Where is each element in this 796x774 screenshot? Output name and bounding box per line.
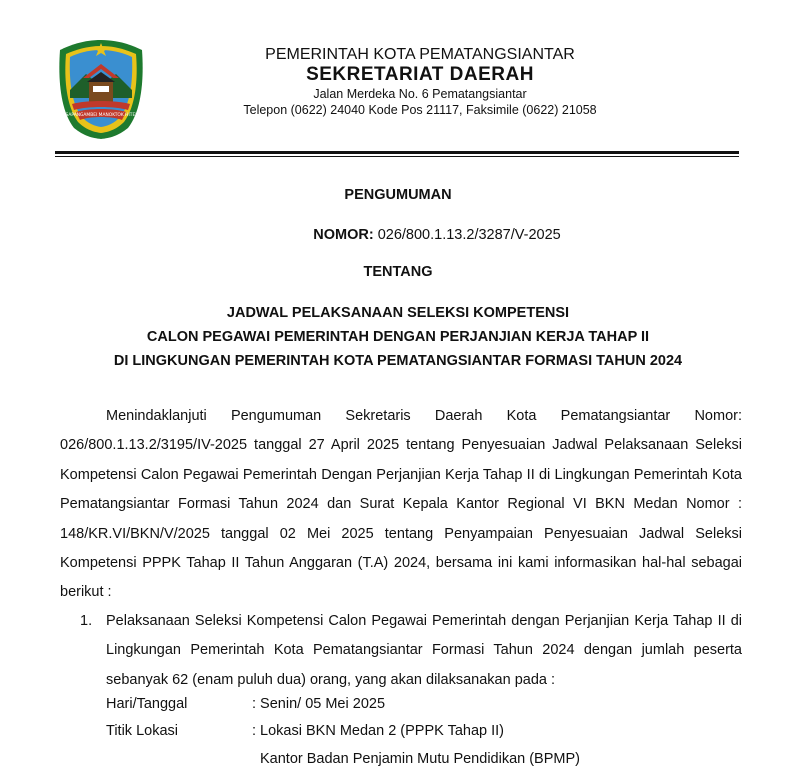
intro-paragraph xyxy=(60,402,742,608)
list-item-text: Pelaksanaan Seleksi Kompetensi Calon Pegawai Pemerintah dengan Perjanjian Kerja Tahap II di Lingkungan Pemerintah Kota Pematangsiantar Formasi Tahun 2024 dengan jumlah peserta sebanyak 62 (enam puluh dua) orang, yang akan dilaksanakan pada : xyxy=(106,613,742,688)
location-line2: Kantor Badan Penjamin Mutu Pendidikan (BPMP) xyxy=(260,751,580,767)
date-value: : Senin/ 05 Mei 2025 xyxy=(252,696,386,712)
list-item-number: 1. xyxy=(80,613,93,629)
announcement-subject xyxy=(40,301,756,373)
number-value: 026/800.1.13.2/3287/V-2025 xyxy=(377,227,561,243)
detail-row-date xyxy=(106,694,385,714)
subject-line: DI LINGKUNGAN PEMERINTAH KOTA PEMATANGSIANTAR FORMASI TAHUN 2024 xyxy=(113,353,683,369)
detail-row-location xyxy=(106,721,504,741)
government-name: PEMERINTAH KOTA PEMATANGSIANTAR xyxy=(265,46,575,63)
location-label: Titik Lokasi xyxy=(106,723,178,739)
about-heading: TENTANG xyxy=(363,264,433,280)
office-address: Jalan Merdeka No. 6 Pematangsiantar xyxy=(313,87,527,101)
svg-text:SAPANGAMBEI MANOKTOK HITEI: SAPANGAMBEI MANOKTOK HITEI xyxy=(65,113,137,118)
office-contact: Telepon (0622) 24040 Kode Pos 21117, Faksimile (0622) 21058 xyxy=(243,103,597,117)
location-value: : Lokasi BKN Medan 2 (PPPK Tahap II) xyxy=(252,723,505,739)
subject-line: CALON PEGAWAI PEMERINTAH DENGAN PERJANJIAN KERJA TAHAP II xyxy=(146,329,650,345)
number-label: NOMOR: xyxy=(313,227,374,243)
office-name: SEKRETARIAT DAERAH xyxy=(306,64,534,85)
subject-line: JADWAL PELAKSANAAN SELEKSI KOMPETENSI xyxy=(226,305,570,321)
intro-text: Menindaklanjuti Pengumuman Sekretaris Daerah Kota Pematangsiantar Nomor: 026/800.1.13.2/3195/IV-2025 tanggal 27 April 2025 tentang Penyesuaian Jadwal Pelaksanaan Seleksi Kompetensi Calon Pegawai Pemerintah Dengan Perjanjian Kerja Tahap II di Lingkungan Pemerintah Kota Pematangsiantar Formasi Tahun 2024 dan Surat Kepala Kantor Regional VI BKN Medan Nomor : 148/KR.VI/BKN/V/2025 tanggal 02 Mei 2025 tentang Penyampaian Penyesuaian Jadwal Seleksi Kompetensi PPPK Tahap II Tahun Anggaran (T.A) 2024, bersama ini kami informasikan hal-hal sebagai berikut : xyxy=(60,408,742,601)
letterhead xyxy=(160,46,680,118)
date-label: Hari/Tanggal xyxy=(106,696,188,712)
letterhead-divider-thin xyxy=(55,156,739,157)
detail-row-location-2 xyxy=(260,749,580,769)
letterhead-divider-thick xyxy=(55,151,739,154)
announcement-heading: PENGUMUMAN xyxy=(344,187,452,203)
list-item xyxy=(80,607,742,695)
city-emblem-logo xyxy=(56,38,146,140)
announcement-number xyxy=(0,227,796,243)
